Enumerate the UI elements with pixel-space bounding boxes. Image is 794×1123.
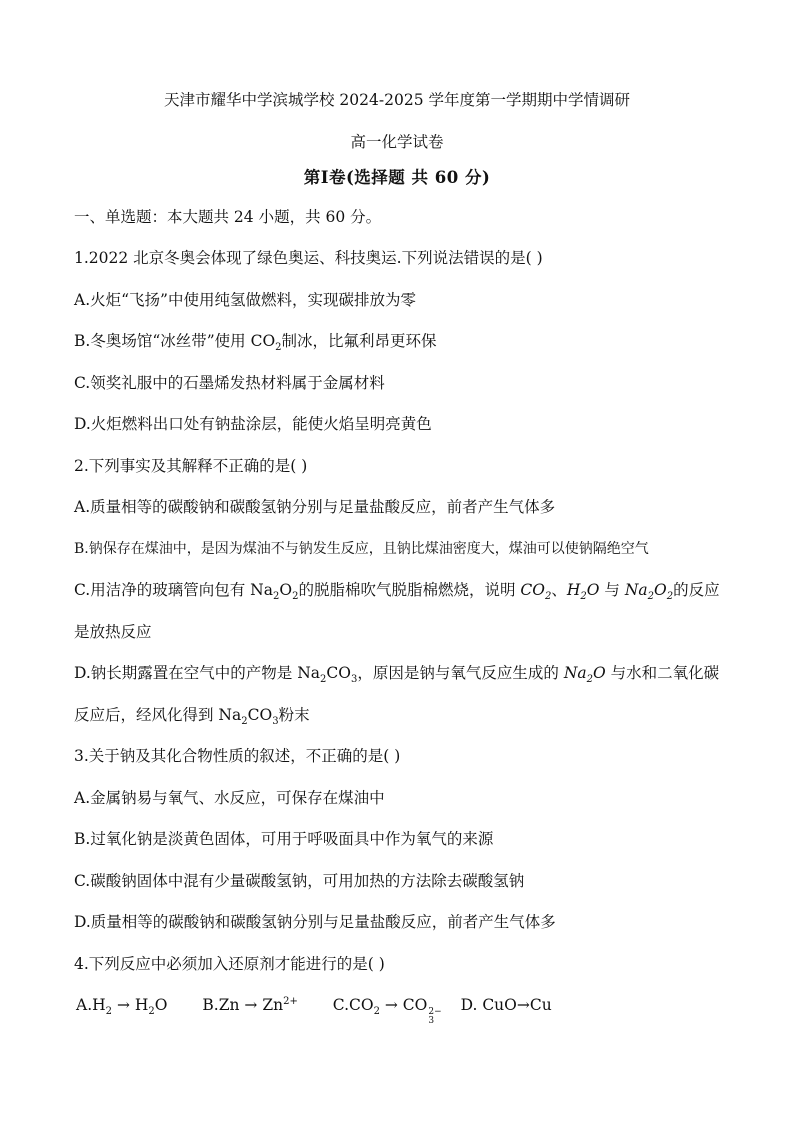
q2-option-b: B.钠保存在煤油中，是因为煤油不与钠发生反应，且钠比煤油密度大，煤油可以使钠隔绝空气 bbox=[74, 541, 649, 557]
q4-option-a: $A.H_2 \to H_2O$ bbox=[76, 996, 168, 1018]
q4-option-d: D. CuO→Cu bbox=[460, 996, 552, 1014]
q4-stem: 4.下列反应中必须加入还原剂才能进行的是( ) bbox=[74, 955, 385, 973]
part-heading: 一、单选题：本大题共 24 小题，共 60 分。 bbox=[74, 208, 382, 226]
q1-option-c: C.领奖礼服中的石墨烯发热材料属于金属材料 bbox=[74, 374, 385, 392]
q2-stem: 2.下列事实及其解释不正确的是( ) bbox=[74, 457, 308, 475]
q3-option-d: D.质量相等的碳酸钠和碳酸氢钠分别与足量盐酸反应，前者产生气体多 bbox=[74, 913, 556, 931]
exam-title: 天津市耀华中学滨城学校 2024-2025 学年度第一学期期中学情调研 bbox=[164, 91, 630, 109]
q3-option-c: C.碳酸钠固体中混有少量碳酸氢钠，可用加热的方法除去碳酸氢钠 bbox=[74, 872, 525, 890]
q3-stem: 3.关于钠及其化合物性质的叙述，不正确的是( ) bbox=[74, 747, 401, 765]
section-title: 第Ⅰ卷(选择题 共 60 分) bbox=[303, 168, 491, 187]
q4-option-c: $C.CO_2$ → CO 2− 3 bbox=[332, 996, 442, 1026]
q1-stem: 1.2022 北京冬奥会体现了绿色奥运、科技奥运.下列说法错误的是( ) bbox=[74, 249, 543, 267]
q4-option-b: $B.Zn \to Zn^{2+}$ bbox=[202, 995, 298, 1014]
q1-option-a: A.火炬“飞扬”中使用纯氢做燃料，实现碳排放为零 bbox=[74, 291, 416, 309]
q2-option-d: D.钠长期露置在空气中的产物是 $Na_2CO_3$，原因是钠与氧气反应生成的 $Na_2O$ 与水和二氧化碳 bbox=[74, 664, 720, 686]
q2-option-a: A.质量相等的碳酸钠和碳酸氢钠分别与足量盐酸反应，前者产生气体多 bbox=[74, 498, 556, 516]
q1-option-b: B.冬奥场馆“冰丝带”使用 $CO_2$制冰，比氟利昂更环保 bbox=[74, 332, 437, 354]
q3-option-a: A.金属钠易与氧气、水反应，可保存在煤油中 bbox=[74, 789, 385, 807]
q2-option-d-line2: 反应后，经风化得到 $Na_2CO_3$粉末 bbox=[74, 706, 310, 728]
q3-option-b: B.过氧化钠是淡黄色固体，可用于呼吸面具中作为氧气的来源 bbox=[74, 830, 494, 848]
q2-option-c-line2: 是放热反应 bbox=[74, 623, 152, 641]
exam-subtitle: 高一化学试卷 bbox=[350, 133, 444, 151]
q1-option-d: D.火炬燃料出口处有钠盐涂层，能使火焰呈明亮黄色 bbox=[74, 415, 432, 433]
q4-options bbox=[76, 995, 582, 1026]
q2-option-c: C.用洁净的玻璃管向包有 $Na_2O_2$的脱脂棉吹气脱脂棉燃烧，说明 $CO_2$、$H_2O$ 与 $Na_2O_2$的反应 bbox=[74, 581, 720, 603]
